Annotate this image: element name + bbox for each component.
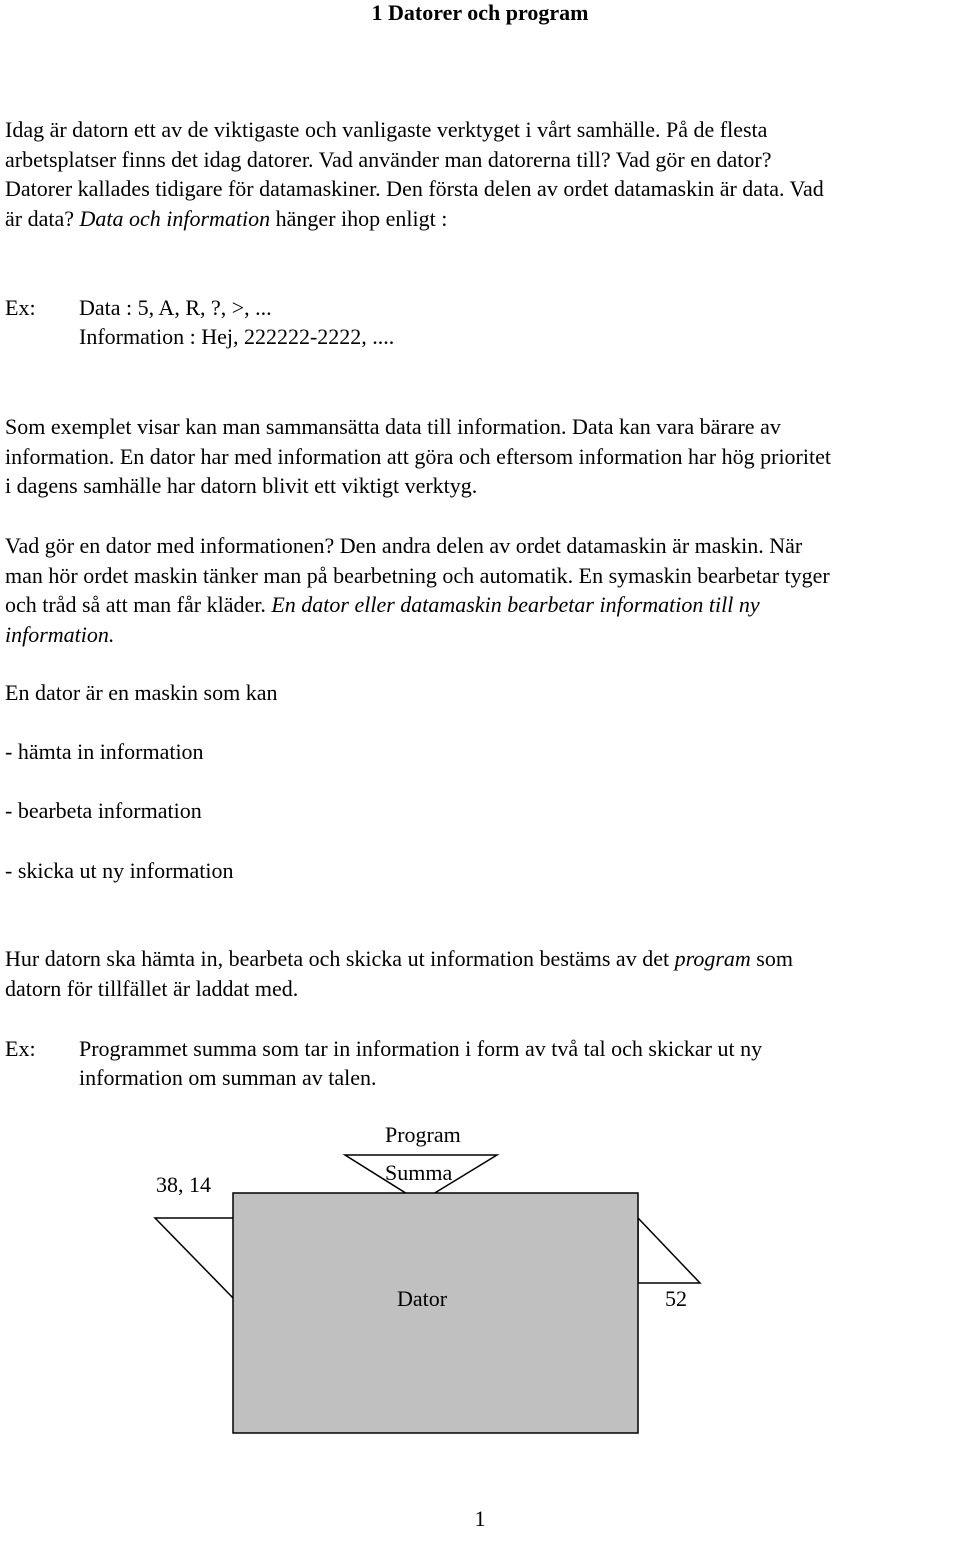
bullet-process: - bearbeta information <box>5 798 202 823</box>
program-label: Program <box>385 1122 461 1147</box>
input-values-label: 38, 14 <box>156 1172 211 1197</box>
page-title: 1 Datorer och program <box>371 0 589 25</box>
page-number: 1 <box>474 1506 486 1531</box>
paragraph-machine-can: En dator är en maskin som kan <box>5 680 278 705</box>
computer-label: Dator <box>397 1286 448 1311</box>
output-funnel <box>638 1218 700 1283</box>
bullet-fetch: - hämta in information <box>5 739 204 764</box>
input-funnel <box>155 1218 235 1300</box>
paragraph-machine: Vad gör en dator med informationen? Den andra delen av ordet datamaskin är maskin. När man hör ordet maskin tänker man på bearbetning och automatik. En symaskin bearbetar tyger och tråd så att man får kläder. En dator eller datamaskin bearbetar information till ny information. <box>5 533 830 647</box>
summa-label: Summa <box>385 1160 453 1185</box>
paragraph-data-information: Som exemplet visar kan man sammansätta data till information. Data kan vara bärare av information. En dator har med information att göra och eftersom information har hög prioritet i dagens samhälle har datorn blivit ett viktigt verktyg. <box>5 414 831 498</box>
paragraph-program: Hur datorn ska hämta in, bearbeta och skicka ut information bestäms av det program som datorn för tillfället är laddat med. <box>5 946 793 1001</box>
bullet-send: - skicka ut ny information <box>5 858 234 883</box>
output-value-label: 52 <box>665 1286 687 1311</box>
intro-paragraph: Idag är datorn ett av de viktigaste och vanligaste verktyget i vårt samhälle. På de flesta arbetsplatser finns det idag datorer. Vad använder man datorerna till? Vad gör en dator? Datorer kallades tidigare för datamaskiner. Den första delen av ordet datamaskin är data. Vad är data? Data och information hänger ihop enligt : <box>5 117 824 231</box>
